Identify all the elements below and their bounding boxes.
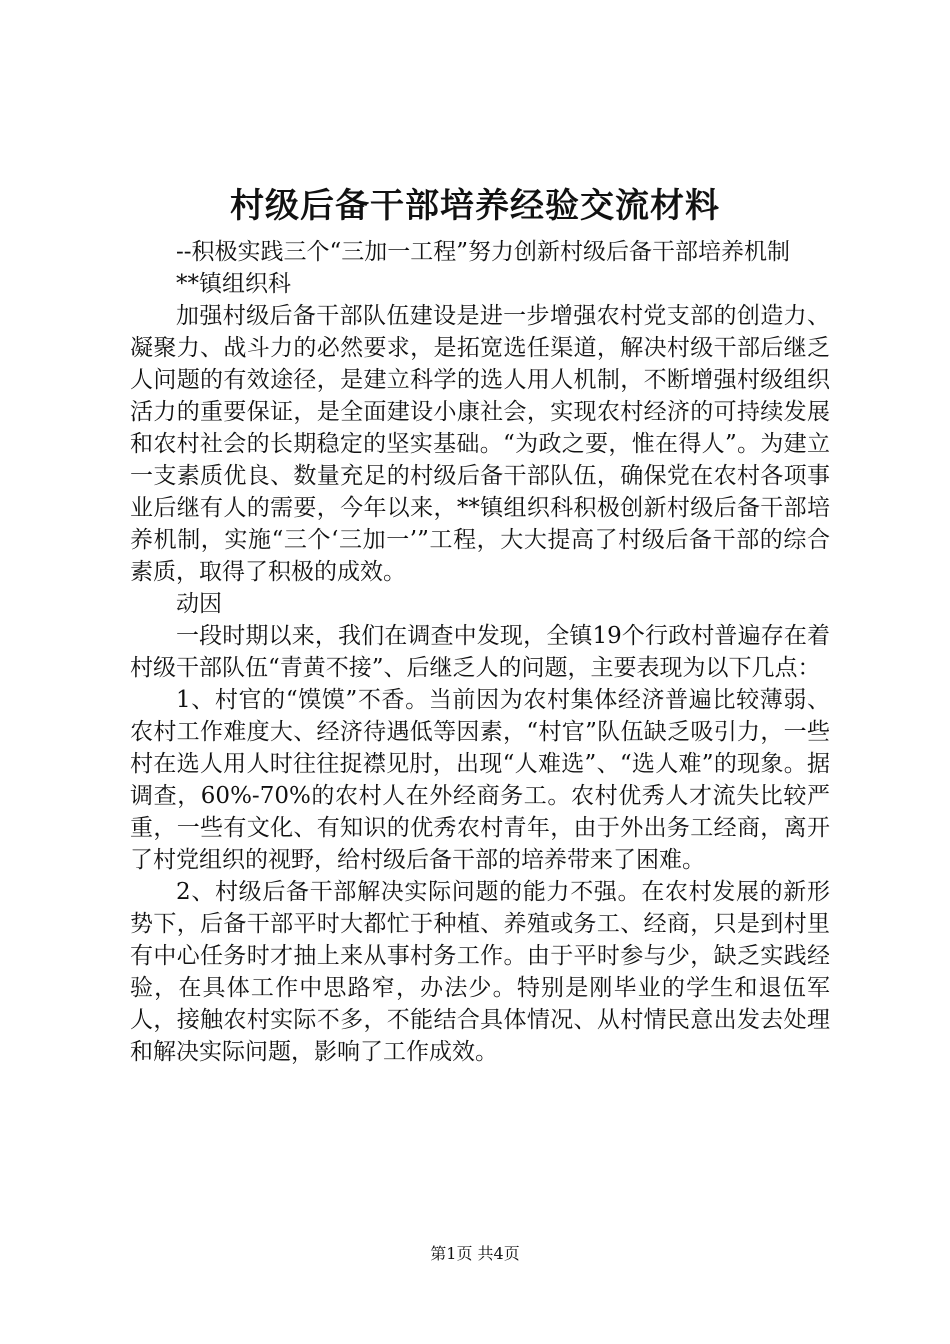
author-line: **镇组织科	[176, 271, 291, 297]
document-title: 村级后备干部培养经验交流材料	[230, 186, 720, 226]
document-body	[130, 236, 830, 1068]
subtitle-paragraph: --积极实践三个“三加一工程”努力创新村级后备干部培养机制	[176, 239, 791, 265]
body-paragraph: 一段时期以来，我们在调查中发现，全镇19个行政村普遍存在着村级干部队伍“青黄不接”、后继乏人的问题，主要表现为以下几点：	[130, 623, 830, 681]
body-paragraph: 2、村级后备干部解决实际问题的能力不强。在农村发展的新形势下，后备干部平时大都忙于种植、养殖或务工、经商，只是到村里有中心任务时才抽上来从事村务工作。由于平时参与少，缺乏实践经验，在具体工作中思路窄，办法少。特别是刚毕业的学生和退伍军人，接触农村实际不多，不能结合具体情况、从村情民意出发去处理和解决实际问题，影响了工作成效。	[130, 879, 830, 1065]
page-number-footer: 第1页 共4页	[430, 1244, 520, 1263]
body-paragraph: 加强村级后备干部队伍建设是进一步增强农村党支部的创造力、凝聚力、战斗力的必然要求，是拓宽选任渠道，解决村级干部后继乏人问题的有效途径，是建立科学的选人用人机制，不断增强村级组织活力的重要保证，是全面建设小康社会，实现农村经济的可持续发展和农村社会的长期稳定的坚实基础。“为政之要，惟在得人”。为建立一支素质优良、数量充足的村级后备干部队伍，确保党在农村各项事业后继有人的需要，今年以来，**镇组织科积极创新村级后备干部培养机制，实施“三个‘三加一’”工程，大大提高了村级后备干部的综合素质，取得了积极的成效。	[130, 303, 830, 585]
body-paragraph: 1、村官的“馍馍”不香。当前因为农村集体经济普遍比较薄弱、农村工作难度大、经济待遇低等因素，“村官”队伍缺乏吸引力，一些村在选人用人时往往捉襟见肘，出现“人难选”、“选人难”的现象。据调查，60%-70%的农村人在外经商务工。农村优秀人才流失比较严重，一些有文化、有知识的优秀农村青年，由于外出务工经商，离开了村党组织的视野，给村级后备干部的培养带来了困难。	[130, 687, 830, 873]
section-heading: 动因	[176, 591, 222, 617]
